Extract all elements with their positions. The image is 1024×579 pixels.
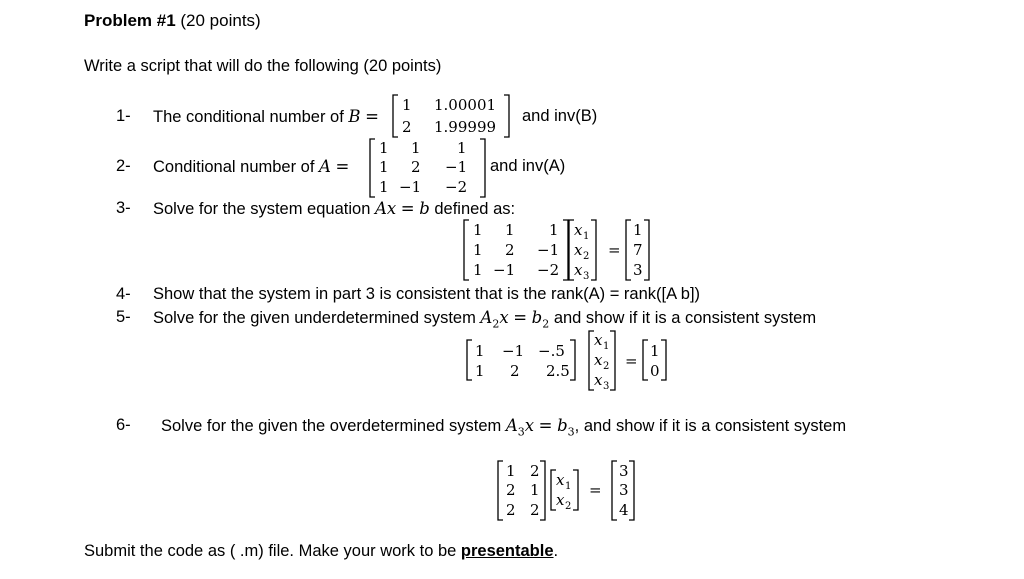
system-5-equals: = [625, 352, 638, 370]
matrix-b-cell: 1 [402, 96, 412, 114]
system-6-x-right-bracket [573, 470, 578, 510]
system-3-cell: 1 [473, 261, 483, 279]
item-6-b: b [557, 416, 568, 435]
system-5-b-right-bracket [661, 340, 666, 380]
item-1-equals: = [365, 107, 379, 126]
system-3-x2-sub: 2 [583, 251, 590, 262]
system-3-b-cell: 7 [633, 241, 643, 259]
system-5-cell: 1 [475, 342, 485, 360]
system-3-cell: −1 [493, 261, 516, 279]
system-6-x1: x [556, 471, 565, 489]
system-5-cell: −.5 [538, 342, 565, 360]
system-5-x3-sub: 3 [603, 381, 610, 392]
system-6-b-cell: 3 [619, 462, 629, 480]
footer-emphasis: presentable [460, 542, 554, 560]
system-3-x3: x [574, 261, 583, 279]
system-3-cell: 1 [549, 221, 559, 239]
item-5-b: b [531, 308, 543, 327]
matrix-a-cell: 1 [379, 158, 389, 176]
system-6-b-left-bracket [612, 461, 617, 520]
item-6-text [161, 416, 846, 438]
system-3-cell: 2 [505, 241, 515, 259]
item-3-text [153, 199, 515, 219]
system-6-cell: 1 [530, 481, 540, 499]
item-2-number: 2- [116, 157, 131, 175]
item-3-number: 3- [116, 199, 131, 217]
matrix-a-left-bracket [370, 139, 375, 197]
matrix-b-cell: 1.00001 [434, 96, 497, 114]
matrix-a-cell: −2 [445, 178, 468, 196]
system-6-a-left-bracket [498, 461, 503, 520]
system-3-x-right-bracket [591, 220, 596, 280]
system-6-x1-sub: 1 [565, 481, 572, 492]
system-6-b-cell: 3 [619, 481, 629, 499]
item-6-a: A [505, 416, 518, 435]
item-5-b-sub: 2 [542, 317, 550, 331]
system-5-a-left-bracket [467, 340, 472, 380]
system-3-a-right-bracket [563, 220, 568, 280]
item-6-x: x [524, 416, 535, 435]
item-4-text: Show that the system in part 3 is consistent that is the rank(A) = rank([A b]) [153, 285, 701, 303]
item-2-post: and inv(A) [490, 157, 566, 175]
item-6-pre: Solve for the given the overdetermined system [161, 417, 506, 435]
system-6-equals: = [589, 481, 602, 499]
system-5-b-cell: 1 [650, 342, 660, 360]
item-5-pre: Solve for the given underdetermined system [153, 309, 481, 327]
system-5-x1: x [594, 331, 603, 349]
matrix-b-right-bracket [504, 95, 509, 137]
system-3-cell: 1 [505, 221, 515, 239]
system-5-x2-sub: 2 [603, 361, 610, 372]
system-5-x2: x [594, 351, 603, 369]
item-2-var-a: A [319, 157, 331, 176]
system-3-b-left-bracket [626, 220, 631, 280]
system-3-cell: 1 [473, 221, 483, 239]
system-6 [497, 459, 677, 523]
intro-text: Write a script that will do the following (20 points) [84, 57, 442, 75]
item-6-number: 6- [116, 416, 131, 434]
system-5-b-cell: 0 [650, 362, 660, 380]
system-6-cell: 2 [530, 462, 540, 480]
matrix-a-cell: −1 [399, 178, 422, 196]
item-5-a: A [480, 308, 493, 327]
system-3-x3-sub: 3 [583, 271, 590, 282]
matrix-a [369, 137, 494, 199]
item-1-post: and inv(B) [522, 107, 598, 125]
system-3-cell: 1 [473, 241, 483, 259]
system-5-x1-sub: 1 [603, 341, 610, 352]
matrix-b [392, 92, 522, 140]
system-3-cell: −1 [537, 241, 560, 259]
system-6-cell: 2 [506, 501, 516, 519]
matrix-a-cell: 1 [457, 139, 467, 157]
system-6-x2-sub: 2 [565, 501, 572, 512]
system-5-cell: 2.5 [546, 362, 570, 380]
system-5-cell: 2 [510, 362, 520, 380]
item-5-a-sub: 2 [492, 317, 500, 331]
item-2-equals: = [335, 157, 350, 176]
matrix-b-cell: 1.99999 [434, 118, 497, 136]
system-3-equals: = [608, 241, 621, 259]
system-6-cell: 2 [530, 501, 540, 519]
item-2-text [153, 157, 349, 177]
matrix-a-cell: −1 [445, 158, 468, 176]
system-3 [463, 218, 693, 284]
system-6-cell: 1 [506, 462, 516, 480]
item-1-var-b: B [348, 107, 361, 126]
matrix-a-cell: 2 [411, 158, 421, 176]
matrix-a-right-bracket [480, 139, 485, 197]
item-1-number: 1- [116, 107, 131, 125]
item-5-text [153, 308, 816, 330]
matrix-a-cell: 1 [411, 139, 421, 157]
system-3-a-left-bracket [464, 220, 469, 280]
matrix-a-cell: 1 [379, 178, 389, 196]
item-1-pre: The conditional number of [153, 108, 349, 126]
item-6-b-sub: 3 [567, 425, 575, 439]
item-3-post: defined as: [429, 200, 516, 218]
matrix-a-cell: 1 [379, 139, 389, 157]
system-6-cell: 2 [506, 481, 516, 499]
item-6-post: , and show if it is a consistent system [574, 417, 847, 435]
system-6-x2: x [556, 491, 565, 509]
matrix-b-cell: 2 [402, 118, 412, 136]
system-5-x-right-bracket [610, 331, 615, 390]
system-5 [466, 330, 696, 392]
problem-title [84, 11, 261, 31]
system-5-x3: x [594, 371, 603, 389]
system-6-a-right-bracket [540, 461, 545, 520]
system-3-cell: −2 [537, 261, 560, 279]
item-1-text [153, 107, 379, 127]
problem-label: Problem #1 [84, 11, 176, 30]
system-6-b-right-bracket [629, 461, 634, 520]
system-3-x1-sub: 1 [583, 231, 590, 242]
item-3-equals: = [400, 199, 415, 218]
item-3-b: b [419, 199, 430, 218]
system-5-a-right-bracket [570, 340, 575, 380]
matrix-b-left-bracket [393, 95, 398, 137]
item-3-pre: Solve for the system equation [153, 200, 375, 218]
system-5-b-left-bracket [643, 340, 648, 380]
item-2-pre: Conditional number of [153, 158, 320, 176]
system-3-b-right-bracket [644, 220, 649, 280]
system-5-cell: 1 [475, 362, 485, 380]
system-3-b-cell: 1 [633, 221, 643, 239]
system-3-x1: x [574, 221, 583, 239]
system-6-b-cell: 4 [619, 501, 629, 519]
item-5-equals: = [513, 308, 528, 327]
problem-points: (20 points) [180, 11, 261, 30]
footer-text [84, 542, 558, 561]
footer-post: . [553, 542, 559, 560]
footer-pre: Submit the code as ( .m) file. Make your work to be [84, 542, 461, 560]
item-5-number: 5- [116, 308, 131, 326]
item-4-number: 4- [116, 285, 131, 303]
item-6-equals: = [538, 416, 553, 435]
item-6-a-sub: 3 [517, 425, 525, 439]
system-3-x2: x [574, 241, 583, 259]
item-3-ax: Ax [374, 199, 397, 218]
system-3-b-cell: 3 [633, 261, 643, 279]
item-5-x: x [499, 308, 509, 327]
system-5-cell: −1 [502, 342, 525, 360]
item-5-post: and show if it is a consistent system [549, 309, 817, 327]
